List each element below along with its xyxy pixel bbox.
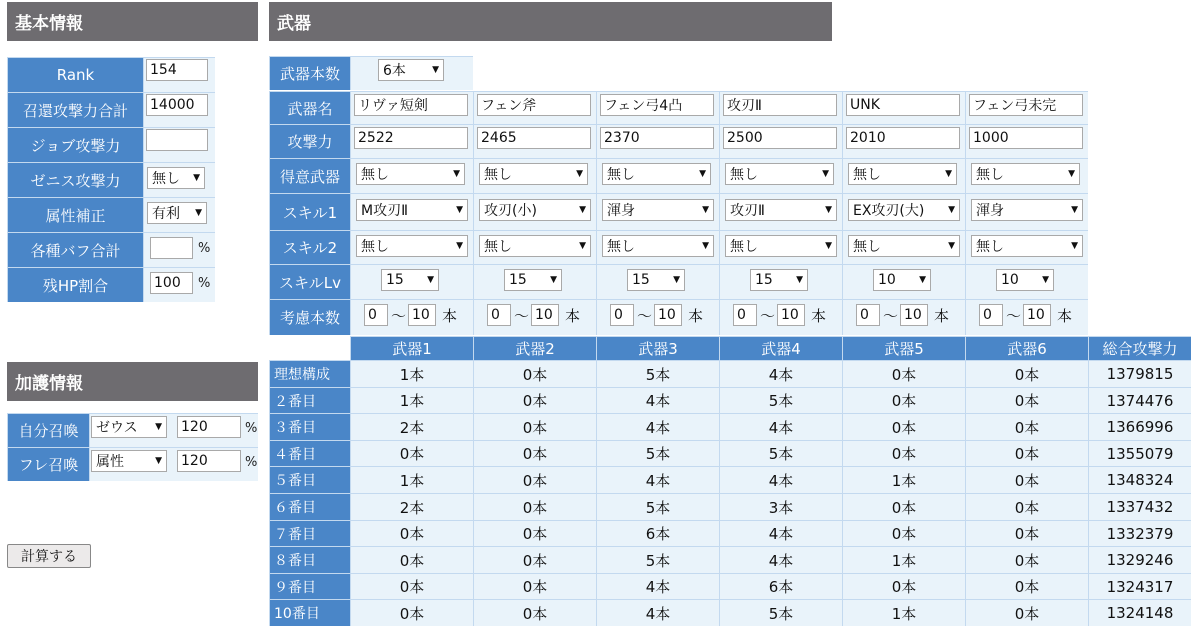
weapon5-skill1-select[interactable] xyxy=(848,199,960,221)
zenith-attack-select[interactable] xyxy=(147,167,205,189)
result-row-6-weapon5: 0本 xyxy=(842,493,965,520)
result-row-8-label: ８番目 xyxy=(269,546,350,573)
weapon1-hon-label: 本 xyxy=(442,307,458,325)
result-row-6-weapon2: 0本 xyxy=(473,493,596,520)
result-row-3-weapon2: 0本 xyxy=(473,413,596,440)
result-row-9-weapon3: 4本 xyxy=(596,573,719,599)
result-header-3: 武器3 xyxy=(596,336,719,360)
result-row-10-weapon6: 0本 xyxy=(965,599,1088,626)
result-row-9-weapon2: 0本 xyxy=(473,573,596,599)
weapon2-skill-level-select[interactable] xyxy=(504,269,562,291)
zenith-attack-label: ゼニス攻撃力 xyxy=(7,162,143,197)
hp-ratio-input[interactable]: 100 xyxy=(150,272,193,294)
dropdown-arrow-icon: ▼ xyxy=(702,205,709,215)
attack-label: 攻撃力 xyxy=(269,124,350,158)
result-row-6-label: ６番目 xyxy=(269,493,350,520)
result-row-3-weapon6: 0本 xyxy=(965,413,1088,440)
result-row-4-total: 1355079 xyxy=(1088,440,1191,466)
hp-ratio-label: 残HP割合 xyxy=(7,267,143,302)
weapon3-skill1-select[interactable] xyxy=(602,199,714,221)
weapon3-attack-input[interactable]: 2370 xyxy=(600,127,714,149)
weapon3-skill-level-select[interactable] xyxy=(627,269,685,291)
dropdown-arrow-icon: ▼ xyxy=(453,169,460,179)
result-row-7-total: 1332379 xyxy=(1088,520,1191,546)
weapon4-skill-level-select[interactable] xyxy=(750,269,808,291)
friend-summon-label: フレ召喚 xyxy=(7,447,89,481)
result-row-7-weapon4: 4本 xyxy=(719,520,842,546)
calculate-button[interactable]: 計算する xyxy=(7,544,91,568)
result-row-7-weapon1: 0本 xyxy=(350,520,473,546)
dropdown-arrow-icon: ▼ xyxy=(822,169,829,179)
weapon6-consider-max-input[interactable]: 10 xyxy=(1023,304,1051,326)
result-header-1: 武器1 xyxy=(350,336,473,360)
skill-level-label: スキルLv xyxy=(269,264,350,299)
result-row-5-label: ５番目 xyxy=(269,466,350,493)
buff-total-label: 各種バフ合計 xyxy=(7,232,143,267)
weapons-header: 武器 xyxy=(269,2,832,41)
weapon5-hon-label: 本 xyxy=(934,307,950,325)
results-corner-cell xyxy=(269,336,350,360)
friend-summon-value-input[interactable]: 120 xyxy=(177,450,241,472)
result-header-6: 武器6 xyxy=(965,336,1088,360)
weapon1-skill2-select[interactable] xyxy=(356,235,468,257)
result-row-9-weapon4: 6本 xyxy=(719,573,842,599)
result-header-4: 武器4 xyxy=(719,336,842,360)
weapon5-skill1-select-value: EX攻刃(大) xyxy=(853,203,925,219)
weapon4-favored-select[interactable] xyxy=(725,163,834,185)
dropdown-arrow-icon: ▼ xyxy=(699,169,706,179)
result-row-3-weapon3: 4本 xyxy=(596,413,719,440)
weapon5-tilde: 〜 xyxy=(883,307,899,325)
weapon4-skill1-select-value: 攻刃Ⅱ xyxy=(730,203,765,219)
result-row-8-total: 1329246 xyxy=(1088,546,1191,573)
result-row-4-weapon3: 5本 xyxy=(596,440,719,466)
dropdown-arrow-icon: ▼ xyxy=(796,275,803,285)
weapon-count-select-value: 6本 xyxy=(383,63,406,79)
weapon2-tilde: 〜 xyxy=(514,307,530,325)
result-row-4-weapon4: 5本 xyxy=(719,440,842,466)
dropdown-arrow-icon: ▼ xyxy=(1068,169,1075,179)
result-row-4-weapon2: 0本 xyxy=(473,440,596,466)
result-header-5: 武器5 xyxy=(842,336,965,360)
weapon4-tilde: 〜 xyxy=(760,307,776,325)
dropdown-arrow-icon: ▼ xyxy=(1042,275,1049,285)
result-row-1-weapon4: 4本 xyxy=(719,360,842,387)
result-row-1-weapon5: 0本 xyxy=(842,360,965,387)
self-summon-type-select[interactable] xyxy=(91,416,167,438)
result-row-4-label: ４番目 xyxy=(269,440,350,466)
weapon6-skill1-select[interactable] xyxy=(971,199,1083,221)
weapon6-skill-level-select-value: 10 xyxy=(1001,272,1019,288)
weapon3-favored-select-value: 無し xyxy=(607,167,635,183)
result-row-2-weapon2: 0本 xyxy=(473,387,596,413)
result-row-9-weapon5: 0本 xyxy=(842,573,965,599)
result-row-10-total: 1324148 xyxy=(1088,599,1191,626)
result-row-8-weapon1: 0本 xyxy=(350,546,473,573)
self-summon-unit: % xyxy=(245,421,258,436)
dropdown-arrow-icon: ▼ xyxy=(550,275,557,285)
result-row-10-weapon4: 5本 xyxy=(719,599,842,626)
result-row-7-weapon5: 0本 xyxy=(842,520,965,546)
weapon-count-select[interactable] xyxy=(378,59,444,81)
weapon2-consider-min-input[interactable]: 0 xyxy=(487,304,511,326)
weapon4-favored-select-value: 無し xyxy=(730,167,758,183)
result-row-9-weapon6: 0本 xyxy=(965,573,1088,599)
weapon1-consider-max-input[interactable]: 10 xyxy=(408,304,436,326)
weapon6-consider-min-input[interactable]: 0 xyxy=(979,304,1003,326)
weapon3-favored-select[interactable] xyxy=(602,163,711,185)
summon-attack-label: 召還攻撃力合計 xyxy=(7,92,143,127)
weapon2-skill-level-select-value: 15 xyxy=(509,272,527,288)
weapon2-skill1-select-value: 攻刃(小) xyxy=(484,203,537,219)
blessing-info-header: 加護情報 xyxy=(7,362,258,401)
buff-total-input[interactable] xyxy=(150,237,193,259)
weapon4-consider-max-input[interactable]: 10 xyxy=(777,304,805,326)
weapon2-attack-input[interactable]: 2465 xyxy=(477,127,591,149)
buff-total-unit: % xyxy=(198,241,211,256)
friend-summon-type-select[interactable] xyxy=(91,450,167,472)
weapon2-favored-select-value: 無し xyxy=(484,167,512,183)
weapon4-skill2-select-value: 無し xyxy=(730,239,758,255)
result-row-6-total: 1337432 xyxy=(1088,493,1191,520)
weapon5-consider-max-input[interactable]: 10 xyxy=(900,304,928,326)
result-row-7-weapon6: 0本 xyxy=(965,520,1088,546)
weapon4-skill2-select[interactable] xyxy=(725,235,837,257)
weapon2-name-input[interactable]: フェン斧 xyxy=(477,94,591,116)
weapon6-attack-input[interactable]: 1000 xyxy=(969,127,1083,149)
result-row-3-weapon1: 2本 xyxy=(350,413,473,440)
result-row-1-weapon2: 0本 xyxy=(473,360,596,387)
weapon-count-label: 武器本数 xyxy=(269,56,350,90)
result-row-5-weapon3: 4本 xyxy=(596,466,719,493)
friend-summon-type-select-value: 属性 xyxy=(96,454,124,470)
weapon5-name-input[interactable]: UNK xyxy=(846,94,960,116)
dropdown-arrow-icon: ▼ xyxy=(945,169,952,179)
weapon1-skill1-select-value: M攻刃Ⅱ xyxy=(361,203,408,219)
weapon6-skill1-select-value: 渾身 xyxy=(976,203,1004,219)
weapon3-consider-min-input[interactable]: 0 xyxy=(610,304,634,326)
result-row-3-total: 1366996 xyxy=(1088,413,1191,440)
rank-label: Rank xyxy=(7,57,143,92)
result-row-7-weapon2: 0本 xyxy=(473,520,596,546)
result-row-10-weapon3: 4本 xyxy=(596,599,719,626)
result-row-4-weapon6: 0本 xyxy=(965,440,1088,466)
result-row-1-label: 理想構成 xyxy=(269,360,350,387)
weapon1-consider-min-input[interactable]: 0 xyxy=(364,304,388,326)
weapon1-skill1-select[interactable] xyxy=(356,199,468,221)
dropdown-arrow-icon: ▼ xyxy=(193,173,200,183)
result-header-2: 武器2 xyxy=(473,336,596,360)
result-row-8-weapon5: 1本 xyxy=(842,546,965,573)
weapon2-hon-label: 本 xyxy=(565,307,581,325)
result-row-2-weapon4: 5本 xyxy=(719,387,842,413)
result-row-4-weapon5: 0本 xyxy=(842,440,965,466)
weapon1-skill2-select-value: 無し xyxy=(361,239,389,255)
result-row-4-weapon1: 0本 xyxy=(350,440,473,466)
result-row-10-weapon5: 1本 xyxy=(842,599,965,626)
weapon2-favored-select[interactable] xyxy=(479,163,588,185)
basic-info-header: 基本情報 xyxy=(7,2,258,41)
weapon3-skill-level-select-value: 15 xyxy=(632,272,650,288)
result-row-10-label: 10番目 xyxy=(269,599,350,626)
result-row-3-weapon4: 4本 xyxy=(719,413,842,440)
result-row-7-label: ７番目 xyxy=(269,520,350,546)
weapon5-skill-level-select-value: 10 xyxy=(878,272,896,288)
consider-count-label: 考慮本数 xyxy=(269,299,350,335)
weapon4-hon-label: 本 xyxy=(811,307,827,325)
dropdown-arrow-icon: ▼ xyxy=(456,241,463,251)
dropdown-arrow-icon: ▼ xyxy=(456,205,463,215)
job-attack-label: ジョブ攻撃力 xyxy=(7,127,143,162)
result-row-6-weapon4: 3本 xyxy=(719,493,842,520)
result-row-5-weapon1: 1本 xyxy=(350,466,473,493)
result-row-2-weapon6: 0本 xyxy=(965,387,1088,413)
weapon3-tilde: 〜 xyxy=(637,307,653,325)
dropdown-arrow-icon: ▼ xyxy=(195,208,202,218)
dropdown-arrow-icon: ▼ xyxy=(427,275,434,285)
result-row-6-weapon1: 2本 xyxy=(350,493,473,520)
skill2-label: スキル2 xyxy=(269,230,350,264)
weapon1-skill-level-select-value: 15 xyxy=(386,272,404,288)
weapon6-tilde: 〜 xyxy=(1006,307,1022,325)
result-row-2-weapon1: 1本 xyxy=(350,387,473,413)
weapon6-skill2-select[interactable] xyxy=(971,235,1083,257)
weapon5-favored-select[interactable] xyxy=(848,163,957,185)
dropdown-arrow-icon: ▼ xyxy=(825,205,832,215)
weapon3-skill2-select[interactable] xyxy=(602,235,714,257)
result-header-7: 総合攻撃力 xyxy=(1088,336,1191,360)
weapon5-favored-select-value: 無し xyxy=(853,167,881,183)
weapon6-name-input[interactable]: フェン弓未完 xyxy=(969,94,1083,116)
weapon5-attack-input[interactable]: 2010 xyxy=(846,127,960,149)
element-bonus-label: 属性補正 xyxy=(7,197,143,232)
weapon6-favored-select-value: 無し xyxy=(976,167,1004,183)
dropdown-arrow-icon: ▼ xyxy=(673,275,680,285)
result-row-5-weapon2: 0本 xyxy=(473,466,596,493)
dropdown-arrow-icon: ▼ xyxy=(579,241,586,251)
weapon4-skill1-select[interactable] xyxy=(725,199,837,221)
skill1-label: スキル1 xyxy=(269,193,350,230)
dropdown-arrow-icon: ▼ xyxy=(919,275,926,285)
weapon6-hon-label: 本 xyxy=(1057,307,1073,325)
dropdown-arrow-icon: ▼ xyxy=(948,241,955,251)
result-row-10-weapon2: 0本 xyxy=(473,599,596,626)
result-row-9-total: 1324317 xyxy=(1088,573,1191,599)
weapon2-skill2-select-value: 無し xyxy=(484,239,512,255)
result-row-2-weapon3: 4本 xyxy=(596,387,719,413)
dropdown-arrow-icon: ▼ xyxy=(825,241,832,251)
weapon4-name-input[interactable]: 攻刃Ⅱ xyxy=(723,94,837,116)
weapon3-hon-label: 本 xyxy=(688,307,704,325)
result-row-1-total: 1379815 xyxy=(1088,360,1191,387)
weapon4-attack-input[interactable]: 2500 xyxy=(723,127,837,149)
dropdown-arrow-icon: ▼ xyxy=(948,205,955,215)
result-row-8-weapon3: 5本 xyxy=(596,546,719,573)
weapon1-skill-level-select[interactable] xyxy=(381,269,439,291)
weapon1-name-input[interactable]: リヴァ短剣 xyxy=(354,94,468,116)
weapon3-skill1-select-value: 渾身 xyxy=(607,203,635,219)
result-row-10-weapon1: 0本 xyxy=(350,599,473,626)
self-summon-value-input[interactable]: 120 xyxy=(177,416,241,438)
dropdown-arrow-icon: ▼ xyxy=(432,65,439,75)
self-summon-type-select-value: ゼウス xyxy=(96,420,138,436)
friend-summon-unit: % xyxy=(245,455,258,470)
weapon3-consider-max-input[interactable]: 10 xyxy=(654,304,682,326)
dropdown-arrow-icon: ▼ xyxy=(155,422,162,432)
hp-ratio-unit: % xyxy=(198,276,211,291)
dropdown-arrow-icon: ▼ xyxy=(579,205,586,215)
result-row-9-label: ９番目 xyxy=(269,573,350,599)
summon-attack-input[interactable]: 14000 xyxy=(146,94,208,116)
weapon1-attack-input[interactable]: 2522 xyxy=(354,127,468,149)
weapon4-consider-min-input[interactable]: 0 xyxy=(733,304,757,326)
dropdown-arrow-icon: ▼ xyxy=(1071,205,1078,215)
result-row-1-weapon6: 0本 xyxy=(965,360,1088,387)
weapon1-tilde: 〜 xyxy=(391,307,407,325)
result-row-5-total: 1348324 xyxy=(1088,466,1191,493)
weapon-name-label: 武器名 xyxy=(269,91,350,124)
result-row-2-weapon5: 0本 xyxy=(842,387,965,413)
result-row-5-weapon6: 0本 xyxy=(965,466,1088,493)
dropdown-arrow-icon: ▼ xyxy=(155,456,162,466)
weapon6-favored-select[interactable] xyxy=(971,163,1080,185)
weapon6-skill2-select-value: 無し xyxy=(976,239,1004,255)
weapon5-skill2-select[interactable] xyxy=(848,235,960,257)
result-row-9-weapon1: 0本 xyxy=(350,573,473,599)
result-row-2-label: ２番目 xyxy=(269,387,350,413)
favored-weapon-label: 得意武器 xyxy=(269,158,350,193)
element-bonus-select-value: 有利 xyxy=(152,206,180,222)
weapon2-skill1-select[interactable] xyxy=(479,199,591,221)
result-row-6-weapon6: 0本 xyxy=(965,493,1088,520)
result-row-2-total: 1374476 xyxy=(1088,387,1191,413)
weapon1-favored-select-value: 無し xyxy=(361,167,389,183)
result-row-3-label: ３番目 xyxy=(269,413,350,440)
result-row-5-weapon5: 1本 xyxy=(842,466,965,493)
result-row-5-weapon4: 4本 xyxy=(719,466,842,493)
dropdown-arrow-icon: ▼ xyxy=(702,241,709,251)
rank-input[interactable]: 154 xyxy=(146,59,208,81)
weapon2-skill2-select[interactable] xyxy=(479,235,591,257)
result-row-8-weapon4: 4本 xyxy=(719,546,842,573)
weapon5-skill2-select-value: 無し xyxy=(853,239,881,255)
result-row-8-weapon6: 0本 xyxy=(965,546,1088,573)
weapon2-consider-max-input[interactable]: 10 xyxy=(531,304,559,326)
job-attack-input[interactable] xyxy=(146,129,208,151)
result-row-7-weapon3: 6本 xyxy=(596,520,719,546)
weapon3-name-input[interactable]: フェン弓4凸 xyxy=(600,94,714,116)
zenith-attack-select-value: 無し xyxy=(152,171,180,187)
dropdown-arrow-icon: ▼ xyxy=(576,169,583,179)
result-row-3-weapon5: 0本 xyxy=(842,413,965,440)
result-row-1-weapon1: 1本 xyxy=(350,360,473,387)
weapon5-consider-min-input[interactable]: 0 xyxy=(856,304,880,326)
result-row-6-weapon3: 5本 xyxy=(596,493,719,520)
self-summon-label: 自分召喚 xyxy=(7,413,89,447)
weapon4-skill-level-select-value: 15 xyxy=(755,272,773,288)
element-bonus-select[interactable] xyxy=(147,202,207,224)
dropdown-arrow-icon: ▼ xyxy=(1071,241,1078,251)
result-row-8-weapon2: 0本 xyxy=(473,546,596,573)
weapon1-favored-select[interactable] xyxy=(356,163,465,185)
result-row-1-weapon3: 5本 xyxy=(596,360,719,387)
weapon3-skill2-select-value: 無し xyxy=(607,239,635,255)
weapon6-skill-level-select[interactable] xyxy=(996,269,1054,291)
weapon5-skill-level-select[interactable] xyxy=(873,269,931,291)
